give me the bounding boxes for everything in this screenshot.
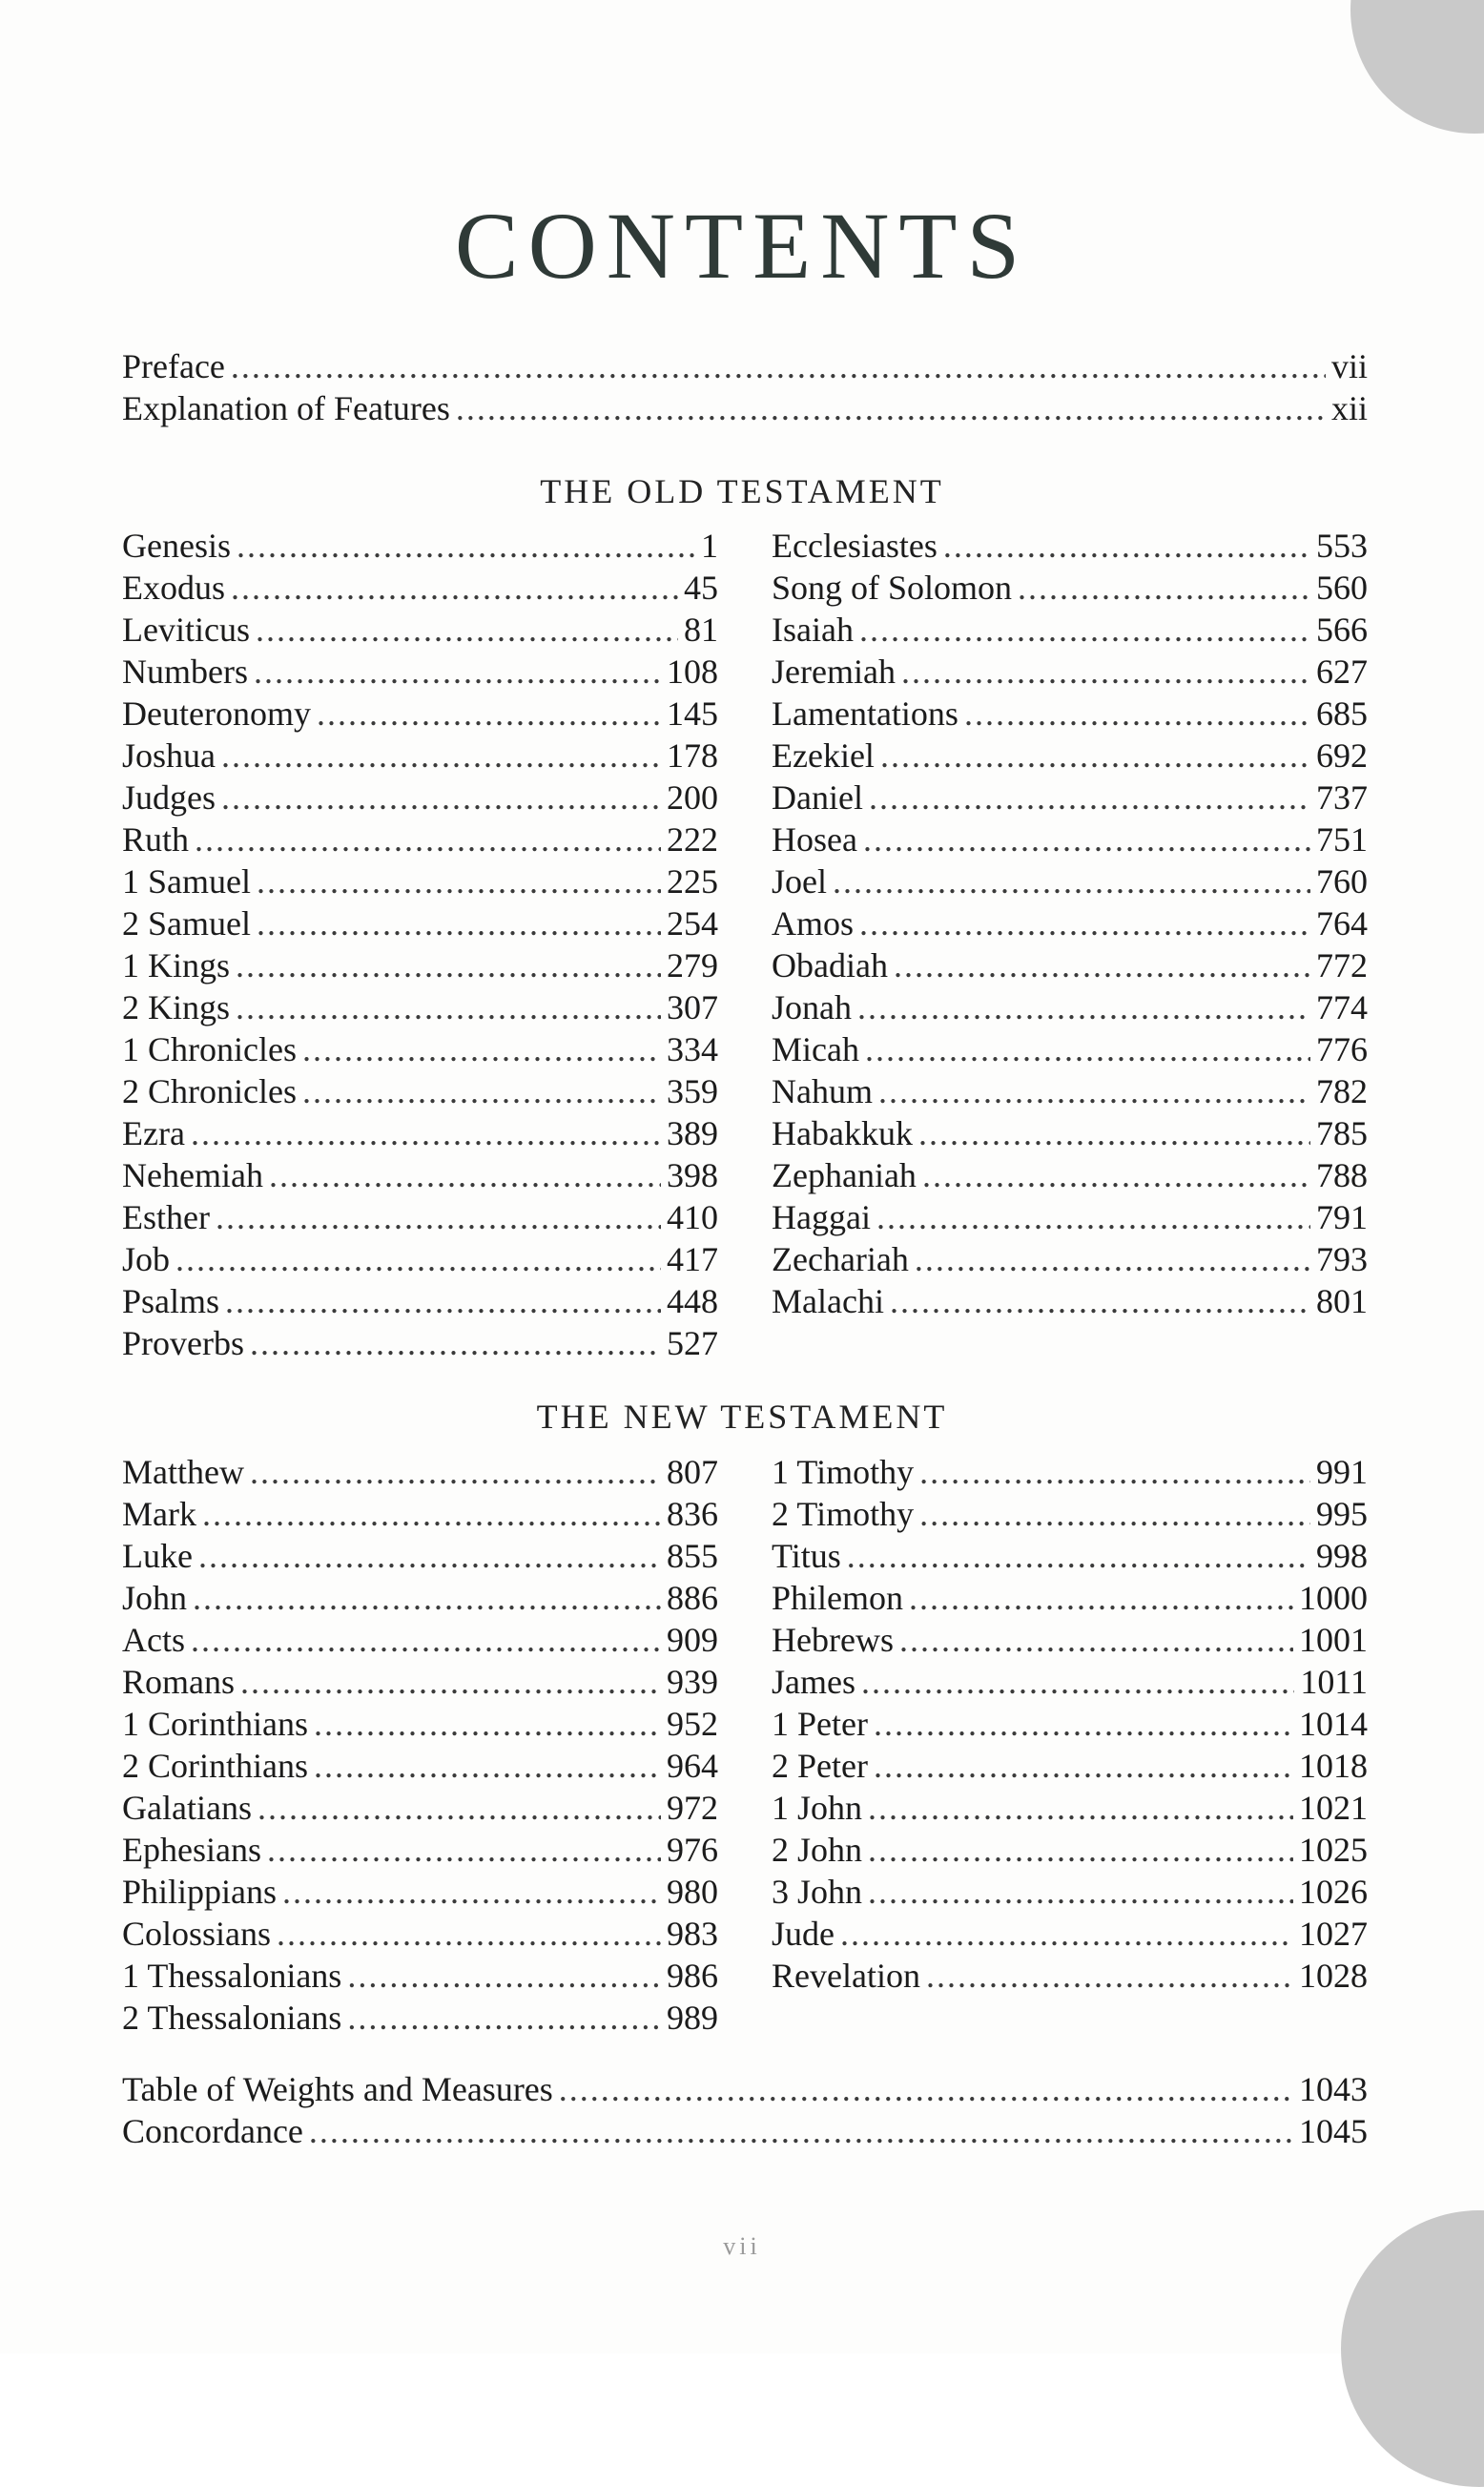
toc-entry-page-number: 527 bbox=[667, 1324, 718, 1362]
dot-leader bbox=[191, 1619, 661, 1661]
toc-entry bbox=[122, 1112, 718, 1154]
dot-leader bbox=[250, 1451, 661, 1493]
toc-entry-title: 2 John bbox=[772, 1831, 863, 1869]
toc-entry-page-number: 791 bbox=[1316, 1198, 1368, 1236]
toc-entry bbox=[772, 777, 1368, 819]
toc-entry-page-number: 627 bbox=[1316, 653, 1368, 691]
toc-entry-page-number: 398 bbox=[667, 1156, 718, 1194]
toc-entry bbox=[772, 1112, 1368, 1154]
toc-entry-title: 2 Chronicles bbox=[122, 1072, 297, 1110]
dot-leader bbox=[899, 1619, 1293, 1661]
toc-entry-page-number: 254 bbox=[667, 904, 718, 943]
dot-leader bbox=[309, 2110, 1293, 2152]
toc-entry-title: 1 Peter bbox=[772, 1705, 868, 1743]
dot-leader bbox=[943, 525, 1310, 567]
dot-leader bbox=[314, 1703, 661, 1745]
toc-entry-title: Proverbs bbox=[122, 1324, 244, 1362]
toc-entry bbox=[772, 1493, 1368, 1535]
dot-leader bbox=[1018, 567, 1310, 609]
toc-entry-page-number: 1000 bbox=[1299, 1579, 1368, 1617]
toc-entry-page-number: 983 bbox=[667, 1915, 718, 1953]
toc-entry-title: Revelation bbox=[772, 1957, 920, 1995]
dot-leader bbox=[894, 944, 1310, 986]
toc-entry-title: Ezekiel bbox=[772, 736, 875, 775]
dot-leader bbox=[193, 1577, 661, 1619]
dot-leader bbox=[269, 1154, 661, 1196]
toc-entry-page-number: 1011 bbox=[1300, 1663, 1368, 1701]
dot-leader bbox=[890, 1280, 1310, 1322]
toc-entry bbox=[772, 1535, 1368, 1577]
toc-entry bbox=[772, 1196, 1368, 1238]
toc-entry-page-number: 939 bbox=[667, 1663, 718, 1701]
toc-entry bbox=[772, 1154, 1368, 1196]
toc-entry-page-number: 81 bbox=[684, 611, 718, 649]
toc-entry bbox=[122, 777, 718, 819]
toc-entry-page-number: 1025 bbox=[1299, 1831, 1368, 1869]
toc-entry-title: Zechariah bbox=[772, 1240, 909, 1278]
toc-entry-page-number: 334 bbox=[667, 1030, 718, 1068]
dot-leader bbox=[909, 1577, 1293, 1619]
toc-entry-title: Acts bbox=[122, 1621, 185, 1659]
toc-entry-page-number: 389 bbox=[667, 1114, 718, 1152]
toc-entry-title: Jude bbox=[772, 1915, 835, 1953]
dot-leader bbox=[918, 1112, 1310, 1154]
new-testament-right-column bbox=[772, 1451, 1368, 1997]
dot-leader bbox=[964, 693, 1310, 735]
toc-entry bbox=[122, 1451, 718, 1493]
toc-entry-page-number: 225 bbox=[667, 862, 718, 901]
toc-entry-page-number: 760 bbox=[1316, 862, 1368, 901]
toc-entry-page-number: 178 bbox=[667, 736, 718, 775]
dot-leader bbox=[919, 1451, 1310, 1493]
toc-entry bbox=[772, 1238, 1368, 1280]
toc-entry bbox=[772, 1913, 1368, 1955]
toc-entry-page-number: 692 bbox=[1316, 736, 1368, 775]
toc-entry bbox=[122, 1535, 718, 1577]
dot-leader bbox=[257, 902, 661, 944]
toc-entry bbox=[772, 1871, 1368, 1913]
toc-entry-title: Joshua bbox=[122, 736, 216, 775]
toc-entry-title: Joel bbox=[772, 862, 827, 901]
dot-leader bbox=[865, 1028, 1310, 1070]
toc-entry-title: Malachi bbox=[772, 1282, 884, 1320]
dot-leader bbox=[857, 986, 1310, 1028]
toc-entry-page-number: 989 bbox=[667, 1999, 718, 2037]
toc-entry-page-number: 886 bbox=[667, 1579, 718, 1617]
toc-entry-title: Job bbox=[122, 1240, 171, 1278]
dot-leader bbox=[240, 1661, 661, 1703]
toc-entry-title: Titus bbox=[772, 1537, 841, 1575]
dot-leader bbox=[237, 525, 695, 567]
toc-entry-page-number: 972 bbox=[667, 1789, 718, 1827]
toc-entry bbox=[772, 1028, 1368, 1070]
toc-entry-title: Numbers bbox=[122, 653, 248, 691]
toc-entry-title: Obadiah bbox=[772, 946, 888, 984]
toc-entry-title: Concordance bbox=[122, 2112, 303, 2150]
toc-entry-title: Jeremiah bbox=[772, 653, 896, 691]
toc-entry-page-number: 108 bbox=[667, 653, 718, 691]
dot-leader bbox=[202, 1493, 661, 1535]
toc-entry-title: Judges bbox=[122, 778, 216, 817]
dot-leader bbox=[874, 1745, 1293, 1787]
toc-entry-title: Mark bbox=[122, 1495, 196, 1533]
dot-leader bbox=[859, 609, 1310, 651]
dot-leader bbox=[859, 902, 1310, 944]
dot-leader bbox=[878, 1070, 1310, 1112]
dot-leader bbox=[282, 1871, 661, 1913]
toc-entry bbox=[122, 1493, 718, 1535]
dot-leader bbox=[915, 1238, 1310, 1280]
toc-entry-title: 1 Corinthians bbox=[122, 1705, 308, 1743]
dot-leader bbox=[926, 1955, 1293, 1997]
toc-entry-title: 2 Kings bbox=[122, 988, 231, 1026]
toc-entry-title: Deuteronomy bbox=[122, 694, 311, 733]
toc-entry bbox=[122, 1703, 718, 1745]
toc-entry-title: Song of Solomon bbox=[772, 569, 1013, 607]
dot-leader bbox=[840, 1913, 1293, 1955]
toc-entry-title: Ruth bbox=[122, 820, 190, 859]
toc-entry-title: Ecclesiastes bbox=[772, 527, 938, 565]
toc-entry bbox=[122, 1871, 718, 1913]
dot-leader bbox=[868, 1871, 1293, 1913]
toc-entry-page-number: 1043 bbox=[1299, 2070, 1368, 2108]
toc-entry-title: Amos bbox=[772, 904, 855, 943]
toc-entry bbox=[772, 525, 1368, 567]
dot-leader bbox=[231, 567, 678, 609]
dot-leader bbox=[236, 944, 661, 986]
dot-leader bbox=[258, 1787, 661, 1829]
toc-entry-title: Micah bbox=[772, 1030, 859, 1068]
dot-leader bbox=[559, 2068, 1293, 2110]
toc-entry bbox=[772, 1577, 1368, 1619]
toc-entry-title: Genesis bbox=[122, 527, 231, 565]
toc-entry bbox=[772, 902, 1368, 944]
toc-entry-page-number: 448 bbox=[667, 1282, 718, 1320]
toc-entry-page-number: 774 bbox=[1316, 988, 1368, 1026]
toc-entry-title: 3 John bbox=[772, 1873, 863, 1911]
toc-entry bbox=[122, 1787, 718, 1829]
dot-leader bbox=[922, 1154, 1310, 1196]
toc-entry-page-number: 952 bbox=[667, 1705, 718, 1743]
toc-entry-page-number: 1001 bbox=[1299, 1621, 1368, 1659]
toc-entry-page-number: 737 bbox=[1316, 778, 1368, 817]
toc-entry-page-number: 855 bbox=[667, 1537, 718, 1575]
toc-entry-title: 2 Peter bbox=[772, 1747, 868, 1785]
toc-entry-page-number: 560 bbox=[1316, 569, 1368, 607]
toc-entry bbox=[122, 1661, 718, 1703]
toc-entry-title: Matthew bbox=[122, 1453, 244, 1491]
page-corner-shadow-top bbox=[1350, 0, 1484, 134]
dot-leader bbox=[225, 1280, 661, 1322]
toc-entry bbox=[122, 1322, 718, 1364]
toc-entry bbox=[772, 1661, 1368, 1703]
toc-entry-page-number: 1018 bbox=[1299, 1747, 1368, 1785]
toc-entry-title: Habakkuk bbox=[772, 1114, 913, 1152]
toc-entry bbox=[772, 986, 1368, 1028]
toc-entry-page-number: xii bbox=[1330, 389, 1368, 427]
dot-leader bbox=[347, 1997, 661, 2039]
toc-entry-title: 1 Samuel bbox=[122, 862, 251, 901]
dot-leader bbox=[347, 1955, 661, 1997]
dot-leader bbox=[231, 345, 1326, 387]
toc-entry-page-number: 772 bbox=[1316, 946, 1368, 984]
toc-entry-page-number: 685 bbox=[1316, 694, 1368, 733]
toc-entry-title: Philemon bbox=[772, 1579, 904, 1617]
toc-entry-title: Hebrews bbox=[772, 1621, 894, 1659]
toc-entry-page-number: 279 bbox=[667, 946, 718, 984]
toc-entry-page-number: 793 bbox=[1316, 1240, 1368, 1278]
toc-entry-page-number: 976 bbox=[667, 1831, 718, 1869]
toc-entry-title: Lamentations bbox=[772, 694, 958, 733]
toc-entry-page-number: 410 bbox=[667, 1198, 718, 1236]
toc-entry-title: Ephesians bbox=[122, 1831, 261, 1869]
dot-leader bbox=[236, 986, 661, 1028]
toc-entry-page-number: 788 bbox=[1316, 1156, 1368, 1194]
toc-entry bbox=[122, 525, 718, 567]
toc-entry-page-number: 417 bbox=[667, 1240, 718, 1278]
toc-entry-title: 1 John bbox=[772, 1789, 863, 1827]
dot-leader bbox=[868, 1787, 1293, 1829]
toc-entry bbox=[122, 2110, 1368, 2152]
toc-entry bbox=[772, 609, 1368, 651]
toc-entry-page-number: 1021 bbox=[1299, 1789, 1368, 1827]
toc-entry bbox=[772, 735, 1368, 777]
toc-entry-page-number: 807 bbox=[667, 1453, 718, 1491]
toc-entry-page-number: 764 bbox=[1316, 904, 1368, 943]
toc-entry-page-number: 836 bbox=[667, 1495, 718, 1533]
toc-entry bbox=[772, 567, 1368, 609]
toc-entry-page-number: 909 bbox=[667, 1621, 718, 1659]
toc-entry bbox=[772, 1829, 1368, 1871]
toc-entry bbox=[772, 944, 1368, 986]
toc-entry-title: Ezra bbox=[122, 1114, 185, 1152]
toc-entry bbox=[122, 2068, 1368, 2110]
toc-entry-title: Colossians bbox=[122, 1915, 272, 1953]
toc-entry-title: 2 Samuel bbox=[122, 904, 251, 943]
new-testament-left-column bbox=[122, 1451, 718, 2039]
toc-entry-page-number: 998 bbox=[1316, 1537, 1368, 1575]
toc-entry-page-number: 801 bbox=[1316, 1282, 1368, 1320]
dot-leader bbox=[880, 735, 1310, 777]
toc-entry-page-number: 45 bbox=[684, 569, 718, 607]
toc-entry-page-number: 566 bbox=[1316, 611, 1368, 649]
dot-leader bbox=[863, 819, 1310, 860]
toc-entry bbox=[122, 1280, 718, 1322]
toc-entry-title: Isaiah bbox=[772, 611, 854, 649]
toc-entry-title: John bbox=[122, 1579, 188, 1617]
toc-entry-page-number: 1014 bbox=[1299, 1705, 1368, 1743]
toc-entry-page-number: 751 bbox=[1316, 820, 1368, 859]
toc-entry-page-number: 1 bbox=[701, 527, 718, 565]
toc-entry-title: Romans bbox=[122, 1663, 236, 1701]
toc-entry-title: 1 Kings bbox=[122, 946, 231, 984]
toc-entry-page-number: 995 bbox=[1316, 1495, 1368, 1533]
dot-leader bbox=[221, 777, 661, 819]
toc-entry-page-number: 986 bbox=[667, 1957, 718, 1995]
old-testament-right-column bbox=[772, 525, 1368, 1322]
toc-entry-page-number: 776 bbox=[1316, 1030, 1368, 1068]
dot-leader bbox=[257, 860, 661, 902]
dot-leader bbox=[317, 693, 661, 735]
toc-entry-title: Zephaniah bbox=[772, 1156, 917, 1194]
toc-entry bbox=[772, 1280, 1368, 1322]
dot-leader bbox=[456, 387, 1326, 429]
toc-entry-title: Psalms bbox=[122, 1282, 220, 1320]
toc-entry-title: Nahum bbox=[772, 1072, 873, 1110]
toc-entry-page-number: 785 bbox=[1316, 1114, 1368, 1152]
toc-entry bbox=[122, 1829, 718, 1871]
dot-leader bbox=[861, 1661, 1294, 1703]
dot-leader bbox=[216, 1196, 661, 1238]
toc-entry-title: 1 Thessalonians bbox=[122, 1957, 342, 1995]
toc-entry-title: Daniel bbox=[772, 778, 863, 817]
front-matter-list bbox=[122, 345, 1368, 429]
toc-entry-page-number: 307 bbox=[667, 988, 718, 1026]
back-matter-list bbox=[122, 2068, 1368, 2152]
toc-entry bbox=[122, 1745, 718, 1787]
toc-entry bbox=[122, 1955, 718, 1997]
toc-entry bbox=[122, 819, 718, 860]
dot-leader bbox=[919, 1493, 1310, 1535]
dot-leader bbox=[868, 1829, 1293, 1871]
page-title: CONTENTS bbox=[454, 193, 1030, 299]
toc-entry-title: 1 Timothy bbox=[772, 1453, 915, 1491]
toc-entry bbox=[122, 387, 1368, 429]
toc-entry bbox=[122, 1997, 718, 2039]
dot-leader bbox=[175, 1238, 661, 1280]
toc-entry-page-number: 991 bbox=[1316, 1453, 1368, 1491]
toc-entry-title: Table of Weights and Measures bbox=[122, 2070, 553, 2108]
toc-entry-page-number: 964 bbox=[667, 1747, 718, 1785]
toc-entry-page-number: 782 bbox=[1316, 1072, 1368, 1110]
toc-entry bbox=[122, 1238, 718, 1280]
toc-entry bbox=[772, 693, 1368, 735]
toc-entry bbox=[122, 986, 718, 1028]
dot-leader bbox=[847, 1535, 1310, 1577]
toc-entry-title: 2 Timothy bbox=[772, 1495, 915, 1533]
toc-entry-page-number: vii bbox=[1330, 347, 1368, 385]
dot-leader bbox=[833, 860, 1310, 902]
toc-entry-title: Jonah bbox=[772, 988, 852, 1026]
toc-entry bbox=[122, 1154, 718, 1196]
dot-leader bbox=[869, 777, 1310, 819]
toc-entry bbox=[772, 860, 1368, 902]
toc-entry-title: 2 Thessalonians bbox=[122, 1999, 342, 2037]
dot-leader bbox=[256, 609, 678, 651]
dot-leader bbox=[302, 1070, 661, 1112]
toc-entry bbox=[122, 860, 718, 902]
toc-entry-title: Esther bbox=[122, 1198, 210, 1236]
toc-entry bbox=[122, 944, 718, 986]
toc-entry-title: Nehemiah bbox=[122, 1156, 263, 1194]
toc-entry-title: Galatians bbox=[122, 1789, 252, 1827]
toc-entry-title: James bbox=[772, 1663, 855, 1701]
toc-entry-page-number: 1028 bbox=[1299, 1957, 1368, 1995]
toc-entry bbox=[772, 1070, 1368, 1112]
dot-leader bbox=[314, 1745, 661, 1787]
toc-entry bbox=[772, 1619, 1368, 1661]
toc-entry bbox=[772, 651, 1368, 693]
toc-entry-title: Preface bbox=[122, 347, 225, 385]
toc-entry bbox=[122, 902, 718, 944]
toc-entry bbox=[122, 1577, 718, 1619]
toc-entry-page-number: 553 bbox=[1316, 527, 1368, 565]
toc-entry-title: 2 Corinthians bbox=[122, 1747, 308, 1785]
toc-entry-title: Haggai bbox=[772, 1198, 871, 1236]
old-testament-heading: THE OLD TESTAMENT bbox=[540, 472, 944, 510]
toc-entry-title: Philippians bbox=[122, 1873, 278, 1911]
toc-entry bbox=[772, 1703, 1368, 1745]
dot-leader bbox=[198, 1535, 661, 1577]
toc-entry-page-number: 980 bbox=[667, 1873, 718, 1911]
toc-entry bbox=[122, 1619, 718, 1661]
dot-leader bbox=[901, 651, 1310, 693]
dot-leader bbox=[250, 1322, 661, 1364]
toc-entry bbox=[122, 567, 718, 609]
toc-entry-page-number: 1027 bbox=[1299, 1915, 1368, 1953]
dot-leader bbox=[267, 1829, 661, 1871]
toc-entry bbox=[772, 1955, 1368, 1997]
dot-leader bbox=[195, 819, 661, 860]
dot-leader bbox=[254, 651, 661, 693]
toc-entry bbox=[122, 1070, 718, 1112]
toc-entry-title: Luke bbox=[122, 1537, 193, 1575]
toc-entry-page-number: 200 bbox=[667, 778, 718, 817]
toc-entry-page-number: 145 bbox=[667, 694, 718, 733]
toc-entry-page-number: 222 bbox=[667, 820, 718, 859]
dot-leader bbox=[874, 1703, 1293, 1745]
dot-leader bbox=[302, 1028, 661, 1070]
toc-entry bbox=[772, 819, 1368, 860]
dot-leader bbox=[876, 1196, 1310, 1238]
toc-entry-page-number: 359 bbox=[667, 1072, 718, 1110]
toc-entry-page-number: 1045 bbox=[1299, 2112, 1368, 2150]
toc-entry bbox=[122, 345, 1368, 387]
page-folio: vii bbox=[723, 2232, 761, 2260]
toc-entry bbox=[122, 693, 718, 735]
toc-entry bbox=[122, 609, 718, 651]
dot-leader bbox=[191, 1112, 661, 1154]
toc-entry bbox=[772, 1451, 1368, 1493]
toc-entry bbox=[772, 1745, 1368, 1787]
toc-entry bbox=[122, 1913, 718, 1955]
toc-entry-title: 1 Chronicles bbox=[122, 1030, 297, 1068]
old-testament-left-column bbox=[122, 525, 718, 1364]
toc-entry-title: Exodus bbox=[122, 569, 225, 607]
toc-entry bbox=[122, 651, 718, 693]
dot-leader bbox=[277, 1913, 661, 1955]
toc-entry-page-number: 1026 bbox=[1299, 1873, 1368, 1911]
toc-entry-title: Hosea bbox=[772, 820, 857, 859]
toc-entry bbox=[772, 1787, 1368, 1829]
new-testament-heading: THE NEW TESTAMENT bbox=[536, 1398, 948, 1436]
toc-entry-title: Explanation of Features bbox=[122, 389, 450, 427]
toc-entry-title: Leviticus bbox=[122, 611, 250, 649]
toc-entry bbox=[122, 1028, 718, 1070]
toc-entry bbox=[122, 735, 718, 777]
toc-entry bbox=[122, 1196, 718, 1238]
dot-leader bbox=[221, 735, 661, 777]
